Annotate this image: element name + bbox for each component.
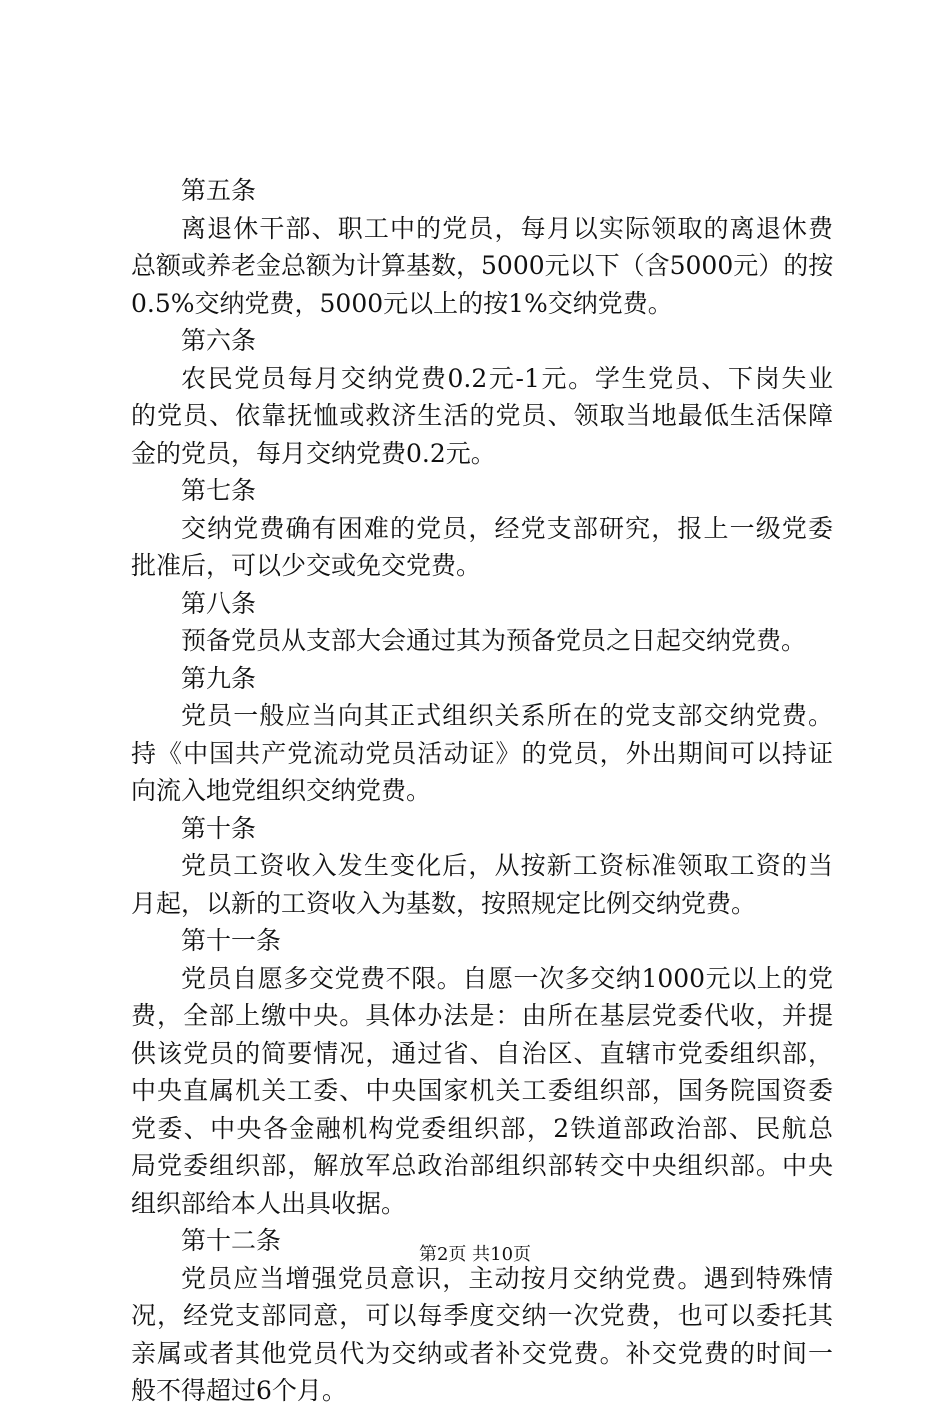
paragraph-line: 党员自愿多交党费不限。自愿一次多交纳1000元以上的党 [181,963,833,993]
paragraph-line: 批准后，可以少交或免交党费。 [131,551,482,580]
paragraph-line: 亲属或者其他党员代为交纳或者补交党费。补交党费的时间一 [131,1338,833,1368]
paragraph-line: 向流入地党组织交纳党费。 [131,776,432,805]
paragraph-line: 农民党员每月交纳党费0.2元-1元。学生党员、下岗失业 [181,363,833,393]
paragraph-line: 供该党员的简要情况，通过省、自治区、直辖市党委组织部， [131,1038,833,1068]
paragraph-line: 费，全部上缴中央。具体办法是：由所在基层党委代收，并提 [131,1001,833,1030]
page-number: 第2页 共10页 [418,1244,532,1265]
paragraph-line: 中央直属机关工委、中央国家机关工委组织部，国务院国资委 [131,1076,833,1105]
article-heading: 第八条 [181,588,257,618]
paragraph-line: 总额或养老金总额为计算基数，5000元以下（含5000元）的按 [131,251,834,280]
article-heading: 第十条 [181,813,257,843]
article-heading: 第十二条 [181,1226,282,1255]
paragraph-line: 况，经党支部同意，可以每季度交纳一次党费，也可以委托其 [131,1301,833,1330]
paragraph-line: 党员一般应当向其正式组织关系所在的党支部交纳党费。 [181,701,833,730]
paragraph-line: 0.5%交纳党费，5000元以上的按1%交纳党费。 [131,288,673,318]
paragraph-line: 金的党员，每月交纳党费0.2元。 [131,438,496,468]
paragraph-line: 持《中国共产党流动党员活动证》的党员，外出期间可以持证 [131,738,833,768]
paragraph-line: 组织部给本人出具收据。 [131,1188,407,1218]
paragraph-line: 预备党员从支部大会通过其为预备党员之日起交纳党费。 [181,626,807,655]
article-heading: 第六条 [181,326,257,355]
paragraph-line: 月起，以新的工资收入为基数，按照规定比例交纳党费。 [131,888,757,918]
paragraph-line: 党委、中央各金融机构党委组织部，2铁道部政治部、民航总 [131,1113,833,1143]
paragraph-line: 交纳党费确有困难的党员，经党支部研究，报上一级党委 [181,513,833,543]
paragraph-line: 的党员、依靠抚恤或救济生活的党员、领取当地最低生活保障 [131,401,833,430]
article-heading: 第九条 [181,663,257,693]
document-body [131,172,833,1410]
article-heading: 第七条 [181,476,257,505]
paragraph-line: 局党委组织部，解放军总政治部组织部转交中央组织部。中央 [131,1151,833,1180]
paragraph-line: 党员应当增强党员意识，主动按月交纳党费。遇到特殊情 [181,1263,833,1293]
paragraph-line: 般不得超过6个月。 [131,1376,347,1405]
article-heading: 第十一条 [181,926,282,955]
article-heading: 第五条 [181,176,257,205]
paragraph-line: 离退休干部、职工中的党员，每月以实际领取的离退休费 [181,213,833,243]
page-footer [0,1240,950,1266]
paragraph-line: 党员工资收入发生变化后，从按新工资标准领取工资的当 [181,851,833,880]
